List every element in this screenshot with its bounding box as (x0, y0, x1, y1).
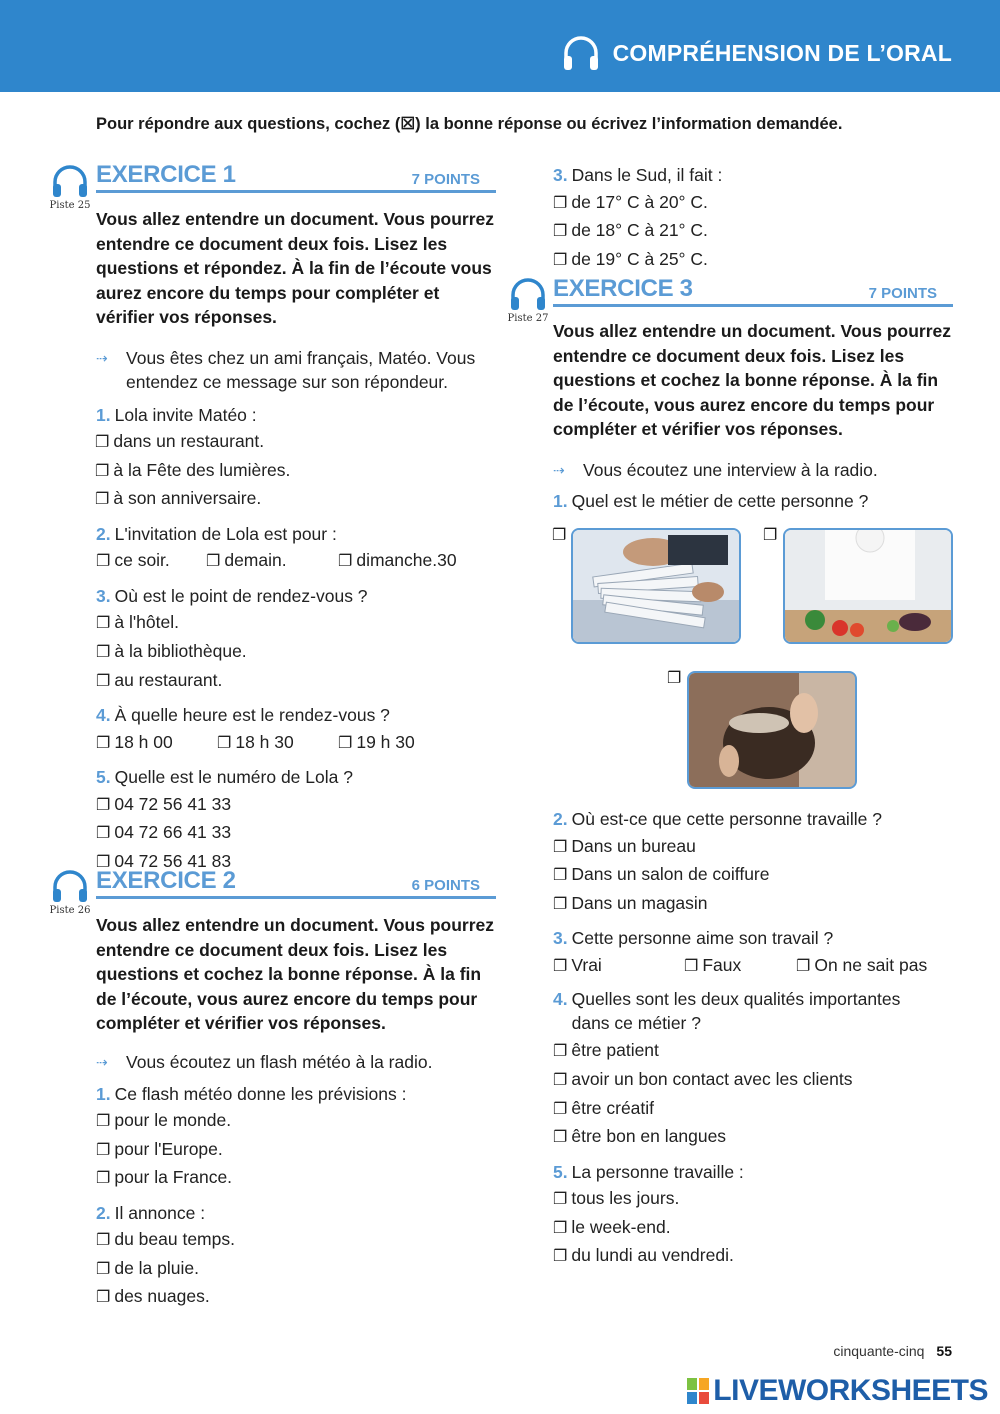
instruction: Pour répondre aux questions, cochez (☒) la bonne réponse ou écrivez l’information demandée. (96, 115, 843, 133)
option[interactable] (553, 1185, 963, 1214)
liveworksheets-logo-icon (687, 1378, 709, 1404)
checkbox-icon[interactable]: ❐ (96, 1113, 111, 1130)
page-footer (833, 1343, 952, 1359)
checkbox-icon[interactable]: ❐ (338, 553, 353, 571)
option-label: à la Fête des lumières. (113, 459, 291, 480)
question-text: Où est le point de rendez-vous ? (114, 585, 368, 606)
option-label: au restaurant. (114, 669, 223, 690)
question (96, 402, 506, 429)
question (96, 1081, 506, 1108)
option[interactable] (96, 1255, 506, 1284)
checkbox-icon[interactable]: ❐ (553, 867, 568, 885)
checkbox-icon[interactable]: ❐ (553, 1071, 568, 1089)
question-number: 2. (553, 809, 568, 829)
exercise-description: Vous allez entendre un document. Vous pourrez entendre ce document deux fois. Lisez les questions et cochez la bonne réponse. À la fin de l’écoute, vous aurez encore du temps pour compléter et vérifier vos réponses. (96, 915, 495, 1033)
checkbox-icon[interactable]: ❐ (96, 1232, 111, 1250)
option-label: tous les jours. (571, 1188, 680, 1209)
option[interactable] (95, 485, 506, 514)
option-label: du lundi au vendredi. (571, 1245, 734, 1266)
track-label: Piste 26 (49, 905, 91, 916)
exercise-2 (96, 866, 506, 1312)
option-label: demain. (224, 550, 287, 571)
exercise-context (96, 1050, 496, 1074)
option[interactable] (553, 1095, 963, 1124)
checkbox-icon[interactable]: ❐ (96, 615, 111, 633)
track-badge-25[interactable] (48, 163, 92, 211)
option-row (96, 547, 506, 576)
context-text: Vous êtes chez un ami français, Matéo. Vous entendez ce message sur son répondeur. (126, 347, 476, 392)
option[interactable] (684, 952, 796, 981)
question-number: 3. (553, 928, 568, 949)
checkbox-icon[interactable]: ❐ (553, 251, 568, 269)
arrow-icon: ⇢ (553, 461, 565, 478)
option-label: Faux (702, 954, 742, 975)
option-label: de la pluie. (114, 1257, 199, 1278)
question-number: 2. (96, 523, 111, 544)
option[interactable] (96, 819, 506, 848)
question-text: L'invitation de Lola est pour : (114, 523, 337, 544)
headphones-icon (50, 163, 90, 199)
option[interactable] (553, 952, 684, 981)
question-number: 2. (96, 1202, 111, 1223)
question-number: 1. (96, 404, 111, 425)
option-label: le week-end. (571, 1216, 671, 1237)
arrow-icon: ⇢ (96, 349, 108, 366)
checkbox-icon[interactable]: ❐ (667, 670, 682, 687)
checkbox-icon[interactable]: ❐ (553, 1248, 568, 1266)
option-row (96, 729, 506, 758)
option[interactable] (96, 547, 206, 576)
exercise-3 (553, 274, 963, 514)
checkbox-icon[interactable]: ❐ (96, 1141, 111, 1159)
checkbox-icon[interactable]: ❐ (552, 527, 567, 544)
checkbox-icon[interactable]: ❐ (96, 553, 111, 571)
question-number: 4. (96, 705, 111, 726)
track-label: Piste 27 (507, 313, 549, 324)
option-label: pour la France. (114, 1167, 233, 1188)
option[interactable] (553, 1214, 963, 1243)
section-title (561, 34, 952, 72)
option[interactable] (96, 1226, 506, 1255)
option-label: 04 72 66 41 33 (114, 822, 232, 843)
page-number: 55 (936, 1343, 952, 1359)
option-row (553, 952, 963, 981)
option[interactable] (96, 791, 506, 820)
option[interactable] (553, 833, 963, 862)
checkbox-icon[interactable]: ❐ (96, 672, 111, 690)
context-text: Vous écoutez un flash météo à la radio. (126, 1051, 433, 1072)
question-number: 3. (96, 585, 111, 606)
option[interactable] (96, 1164, 506, 1193)
option[interactable] (553, 1242, 963, 1271)
question-number: 5. (553, 1161, 568, 1182)
exercise-points: 7 POINTS (411, 171, 480, 188)
checkbox-icon[interactable]: ❐ (763, 527, 778, 544)
checkbox-icon[interactable]: ❐ (96, 1260, 111, 1278)
question (553, 925, 963, 952)
option[interactable] (338, 729, 415, 758)
option[interactable] (338, 547, 457, 576)
question (96, 583, 506, 610)
option[interactable] (96, 1107, 506, 1136)
checkbox-icon[interactable]: ❐ (553, 1219, 568, 1237)
option[interactable] (96, 729, 217, 758)
exercise-3-header (553, 274, 953, 307)
photo-office-paperwork (571, 528, 741, 644)
checkbox-icon[interactable]: ❐ (553, 838, 568, 856)
exercise-3-questions (553, 806, 963, 1271)
option-label: Vrai (571, 954, 602, 975)
option-label: pour l'Europe. (114, 1138, 223, 1159)
question (96, 1200, 506, 1227)
exercise-description: Vous allez entendre un document. Vous pourrez entendre ce document deux fois. Lisez les questions et cochez la bonne réponse. À la fin de l’écoute, vous aurez encore du temps pour compléter et vérifier vos réponses. (553, 321, 952, 439)
option-label: du beau temps. (114, 1229, 235, 1250)
option-label: 19 h 30 (356, 731, 415, 752)
checkbox-icon[interactable]: ❐ (553, 895, 568, 913)
question-text: Cette personne aime son travail ? (571, 928, 834, 949)
exercise-1 (96, 160, 506, 877)
option[interactable] (553, 246, 963, 275)
header-banner (0, 0, 1000, 92)
option-label: ce soir. (114, 550, 170, 571)
option[interactable] (553, 1037, 963, 1066)
checkbox-icon[interactable]: ❐ (95, 462, 110, 480)
question-text: Lola invite Matéo : (114, 404, 257, 425)
checkbox-icon[interactable]: ❐ (96, 734, 111, 752)
option-label: dans un restaurant. (113, 431, 265, 451)
option-label: être créatif (571, 1097, 655, 1118)
option-label: de 18° C à 21° C. (571, 220, 708, 241)
photo-chef-cooking (783, 528, 953, 644)
option-label: des nuages. (114, 1286, 210, 1307)
option-label: 18 h 00 (114, 731, 173, 752)
question (96, 521, 506, 548)
question-number: 3. (553, 165, 568, 185)
question (553, 1159, 963, 1186)
exercise-points: 7 POINTS (868, 285, 937, 302)
question-text: À quelle heure est le rendez-vous ? (114, 705, 390, 726)
option[interactable] (796, 952, 927, 981)
question-number: 1. (96, 1083, 111, 1104)
question (553, 987, 963, 1035)
checkbox-icon[interactable]: ❐ (96, 1170, 111, 1188)
checkbox-icon[interactable]: ❐ (96, 825, 111, 843)
exercise-context (96, 346, 496, 394)
question (96, 764, 506, 791)
question-text: Quelles sont les deux qualités importantes dans ce métier ? (571, 989, 901, 1034)
context-text: Vous écoutez une interview à la radio. (583, 459, 878, 480)
exercise-title: EXERCICE 3 (553, 275, 693, 302)
section-title-text: COMPRÉHENSION DE L’ORAL (612, 39, 952, 66)
exercise-1-header (96, 160, 496, 193)
exercise-points: 6 POINTS (411, 877, 480, 894)
track-badge-27[interactable] (506, 276, 550, 324)
question-text: La personne travaille : (571, 1161, 744, 1182)
checkbox-icon[interactable]: ❐ (96, 853, 111, 871)
option-label: de 17° C à 20° C. (571, 191, 708, 212)
headphones-icon (508, 276, 548, 312)
option[interactable] (96, 667, 506, 696)
arrow-icon: ⇢ (96, 1053, 108, 1070)
option[interactable] (96, 609, 506, 638)
brand-logo[interactable] (687, 1374, 988, 1408)
option[interactable] (217, 729, 338, 758)
option-label: à l'hôtel. (114, 612, 179, 633)
checkbox-icon[interactable]: ❐ (553, 1191, 568, 1209)
option-label: 04 72 56 41 83 (114, 850, 232, 871)
checkbox-icon[interactable]: ❐ (95, 491, 110, 509)
checkbox-icon[interactable]: ❐ (553, 957, 568, 975)
question (553, 488, 963, 515)
track-label: Piste 25 (49, 200, 91, 211)
question-text: Il annonce : (114, 1202, 206, 1223)
option[interactable] (96, 1136, 506, 1165)
exercise-title: EXERCICE 1 (96, 161, 236, 188)
question (553, 162, 963, 189)
question-number: 5. (96, 767, 111, 788)
page-number-words: cinquante-cinq (833, 1343, 925, 1359)
option-label: dimanche.30 (356, 550, 457, 571)
brand-name: LIVEWORKSHEETS (713, 1374, 988, 1407)
question (553, 806, 963, 833)
checkbox-icon[interactable]: ❐ (338, 734, 353, 752)
option[interactable] (96, 1283, 506, 1312)
question-text: Ce flash météo donne les prévisions : (114, 1083, 407, 1104)
checkbox-icon[interactable]: ❐ (96, 796, 111, 814)
checkbox-icon[interactable]: ❐ (217, 734, 232, 752)
headphones-icon (561, 34, 601, 72)
exercise-title: EXERCICE 2 (96, 867, 236, 894)
question-text: Où est-ce que cette personne travaille ? (571, 809, 882, 829)
checkbox-icon[interactable]: ❐ (95, 434, 110, 451)
checkbox-icon[interactable]: ❐ (553, 1043, 568, 1061)
checkbox-icon[interactable]: ❐ (96, 643, 111, 661)
option-label: être bon en langues (571, 1126, 727, 1147)
checkbox-icon[interactable]: ❐ (796, 957, 811, 975)
option-label: 18 h 30 (235, 731, 294, 752)
option[interactable] (553, 189, 963, 218)
option-label: Dans un salon de coiffure (571, 864, 770, 885)
option[interactable] (95, 457, 506, 486)
option-label: à son anniversaire. (113, 488, 262, 509)
exercise-2-header (96, 866, 496, 899)
checkbox-icon[interactable]: ❐ (553, 1129, 568, 1147)
option[interactable] (553, 1066, 963, 1095)
checkbox-icon[interactable]: ❐ (684, 957, 699, 975)
exercise-description: Vous allez entendre un document. Vous pourrez entendre ce document deux fois. Lisez les questions et répondez. À la fin de l’écoute vous aurez encore du temps pour compléter et vérifier vos réponses. (96, 209, 495, 327)
question-text: Quel est le métier de cette personne ? (571, 490, 869, 511)
option[interactable] (553, 1123, 963, 1152)
question-number: 4. (553, 989, 568, 1010)
option-label: Dans un bureau (571, 835, 696, 856)
option-label: à la bibliothèque. (114, 640, 247, 661)
question-number: 1. (553, 490, 568, 511)
track-badge-26[interactable] (48, 868, 92, 916)
question (96, 702, 506, 729)
option[interactable] (95, 428, 506, 457)
option[interactable] (553, 890, 963, 919)
question-text: Quelle est le numéro de Lola ? (114, 767, 353, 788)
checkbox-icon[interactable]: ❐ (553, 1100, 568, 1118)
option[interactable] (96, 638, 506, 667)
option[interactable] (553, 861, 963, 890)
exercise-context (553, 458, 953, 482)
question-text: Dans le Sud, il fait : (571, 165, 723, 185)
option-label: Dans un magasin (571, 892, 708, 913)
option-label: être patient (571, 1040, 659, 1061)
option[interactable] (206, 547, 338, 576)
option-label: 04 72 56 41 33 (114, 793, 232, 814)
option-label: avoir un bon contact avec les clients (571, 1068, 853, 1089)
photo-hairdresser (687, 671, 857, 789)
exercise-2-continued (553, 162, 963, 274)
option-label: de 19° C à 25° C. (571, 248, 708, 269)
option-label: On ne sait pas (814, 954, 928, 975)
checkbox-icon[interactable]: ❐ (553, 194, 568, 212)
checkbox-icon[interactable]: ❐ (206, 553, 221, 571)
option[interactable] (553, 217, 963, 246)
checkbox-icon[interactable]: ❐ (96, 1289, 111, 1307)
option-label: pour le monde. (114, 1110, 232, 1130)
headphones-icon (50, 868, 90, 904)
checkbox-icon[interactable]: ❐ (553, 223, 568, 241)
